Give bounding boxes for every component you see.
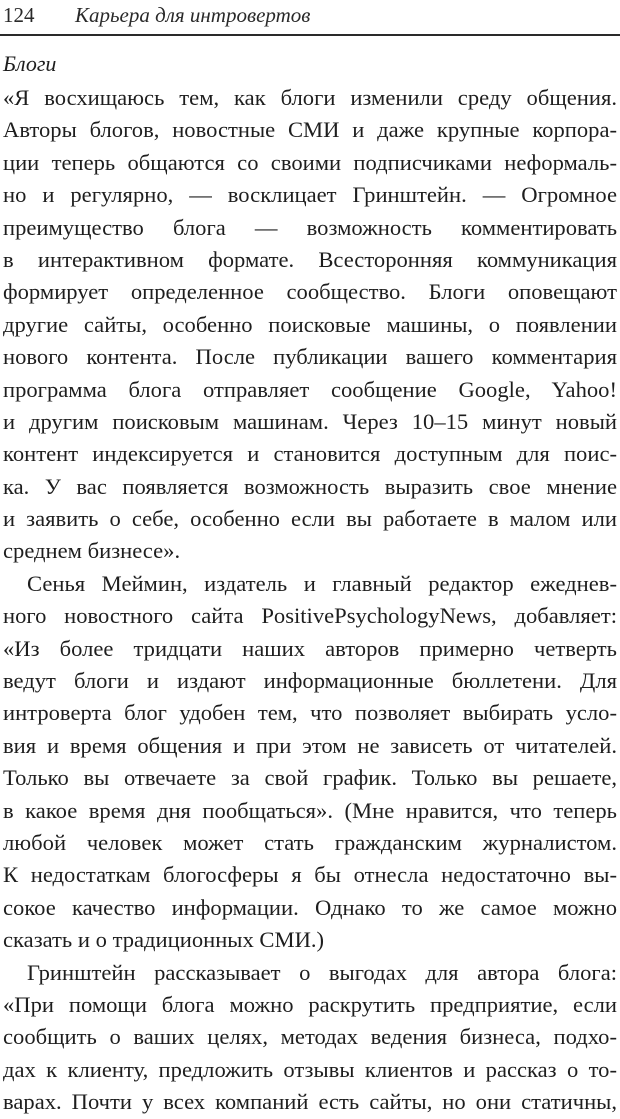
page-number: 124 [3,3,35,27]
text-line: сказать и о традиционных СМИ.) [3,927,325,953]
paragraph-1 [3,82,617,568]
text-line: Гринштейн рассказывает о выгодах для автора блога: [27,959,617,985]
text-line: формирует определенное сообщество. Блоги оповещают [3,279,617,305]
text-line: варах. Почти у всех компаний есть сайты, но они статичны, [3,1089,617,1115]
text-line: в какое время дня пообщаться». (Мне нравится, что теперь [3,797,617,823]
text-line: «Из более тридцати наших авторов примерно четверть [3,635,617,661]
text-line: и другим поисковым машинам. Через 10–15 минут новый [3,408,617,434]
text-line: любой человек может стать гражданским журналистом. [3,829,617,855]
text-line: К недостаткам блогосферы я бы отнесла недостаточно вы- [3,862,617,888]
text-line: вия и время общения и при этом не зависеть от читателей. [3,732,617,758]
text-line: нового контента. После публикации вашего комментария [3,344,617,370]
section-title: Блоги [3,51,57,76]
text-line: в интерактивном формате. Всесторонняя коммуникация [3,246,617,272]
text-line: Авторы блогов, новостные СМИ и даже крупные корпора- [3,117,617,143]
text-line: Сенья Меймин, издатель и главный редактор ежеднев- [27,570,617,596]
text-line: ции теперь общаются со своими подписчиками неформаль- [3,149,617,175]
text-line: «При помощи блога можно раскрутить предприятие, если [3,991,617,1017]
text-line: «Я восхищаюсь тем, как блоги изменили среду общения. [3,85,617,110]
text-line: контент индексируется и становится доступным для поис- [3,441,617,467]
text-line: Только вы отвечаете за свой график. Только вы решаете, [3,765,617,791]
paragraph-2 [3,568,617,957]
running-head [3,2,617,28]
text-line: но и регулярно, — восклицает Гринштейн. — Огромное [3,182,617,208]
text-line: ка. У вас появляется возможность выразить свое мнение [3,473,617,499]
running-title: Карьера для интровертов [75,3,311,27]
header-rule [0,34,620,36]
text-line: ведут блоги и издают информационные бюллетени. Для [3,668,617,694]
text-line: программа блога отправляет сообщение Google, Yahoo! [3,376,617,402]
text-line: сообщить о ваших целях, методах ведения бизнеса, подхо- [3,1024,617,1050]
text-line: сокое качество информации. Однако то же самое можно [3,894,617,920]
paragraph-3 [3,957,617,1119]
body-text [3,82,617,1119]
text-line: и заявить о себе, особенно если вы работаете в малом или [3,506,617,532]
text-line: другие сайты, особенно поисковые машины, о появлении [3,311,617,337]
text-line: среднем бизнесе». [3,538,181,564]
text-line: преимущество блога — возможность комментировать [3,214,617,240]
text-line: ного новостного сайта PositivePsychologyNews, добавляет: [3,603,617,629]
text-line: дах к клиенту, предложить отзывы клиентов и рассказ о то- [3,1056,617,1082]
text-line: интроверта блог удобен тем, что позволяет выбирать усло- [3,700,617,726]
